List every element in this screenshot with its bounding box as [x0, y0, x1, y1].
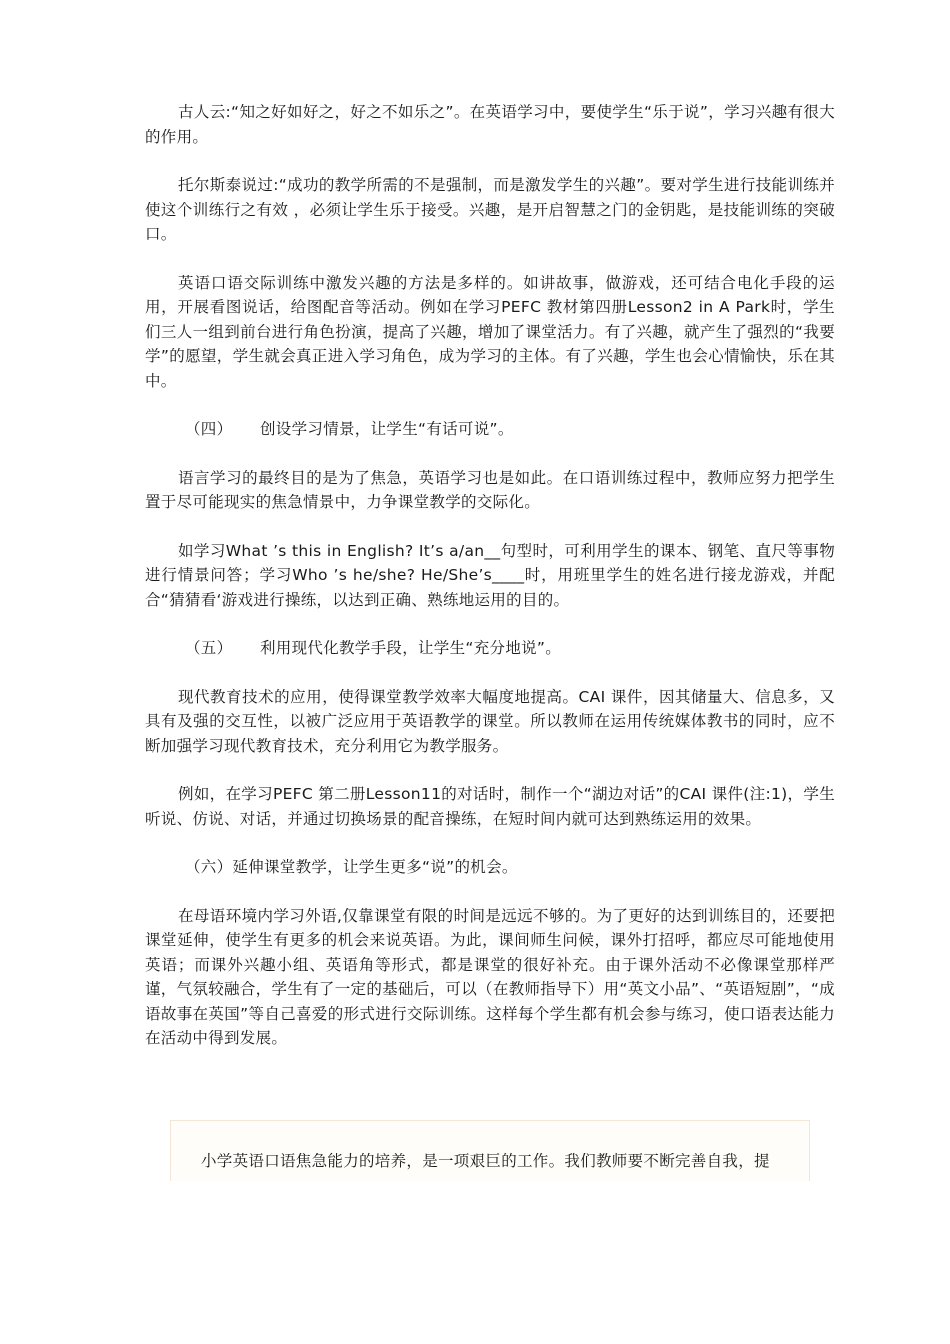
paragraph-interest-methods: 英语口语交际训练中激发兴趣的方法是多样的。如讲故事，做游戏，还可结合电化手段的运用，开展看图说话，给图配音等活动。例如在学习PEFC 教材第四册Lesson2 in A Park时，学生们三人一组到前台进行角色扮演，提高了兴趣，增加了课堂活力。有了兴趣，就产生了强烈的“我要学”的愿望，学生就会真正进入学习角色，成为学习的主体。有了兴趣，学生也会心情愉快，乐在其中。 [145, 273, 835, 390]
section-title: 创设学习情景，让学生“有话可说”。 [260, 420, 514, 438]
section-heading-5 [145, 636, 835, 661]
section-title: 延伸课堂教学，让学生更多“说”的机会。 [232, 858, 518, 876]
section-heading-4 [145, 417, 835, 442]
paragraph-tolstoy: 托尔斯泰说过:“成功的教学所需的不是强制，而是激发学生的兴趣”。要对学生进行技能训练并使这个训练行之有效 ，必须让学生乐于接受。兴趣，是开启智慧之门的金钥匙，是技能训练的突破口。 [145, 176, 835, 243]
paragraph-interest-quote: 古人云:“知之好如好之，好之不如乐之”。在英语学习中，要使学生“乐于说”，学习兴趣有很大的作用。 [145, 103, 835, 146]
section-number: （六） [185, 858, 233, 876]
boxed-paragraph: 小学英语口语焦急能力的培养，是一项艰巨的工作。我们教师要不断完善自我，提 [201, 1152, 770, 1170]
paragraph-situation: 语言学习的最终目的是为了焦急，英语学习也是如此。在口语训练过程中，教师应努力把学生置于尽可能现实的焦急情景中，力争课堂教学的交际化。 [145, 468, 835, 511]
boxed-paragraph-container [170, 1120, 810, 1181]
paragraph-sentence-patterns: 如学习What ’s this in English? It’s a/an__句型时，可利用学生的课本、钢笔、直尺等事物进行情景问答；学习Who ’s he/she? He/She’s____时，用班里学生的姓名进行接龙游戏，并配合“猜猜看‘游戏进行操练，以达到正确、熟练地运用的目的。 [145, 541, 835, 609]
section-title: 利用现代化教学手段，让学生“充分地说”。 [260, 639, 562, 657]
section-number: （四） [185, 420, 233, 438]
section-number: （五） [185, 639, 233, 657]
document-body [145, 100, 835, 1075]
paragraph-extend-classroom: 在母语环境内学习外语,仅靠课堂有限的时间是远远不够的。为了更好的达到训练目的，还要把课堂延伸，使学生有更多的机会来说英语。为此，课间师生问候，课外打招呼，都应尽可能地使用英语；而课外兴趣小组、英语角等形式，都是课堂的很好补充。由于课外活动不必像课堂那样严谨，气氛较融合，学生有了一定的基础后，可以（在教师指导下）用“英文小品”、“英语短剧”，“成语故事在英国”等自己喜爱的形式进行交际训练。这样每个学生都有机会参与练习，使口语表达能力在活动中得到发展。 [145, 906, 835, 1047]
section-heading-6 [145, 855, 835, 880]
paragraph-cai-example: 例如，在学习PEFC 第二册Lesson11的对话时，制作一个“湖边对话”的CAI 课件(注:1)，学生听说、仿说、对话，并通过切换场景的配音操练，在短时间内就可达到熟练运用的效果。 [145, 785, 835, 828]
paragraph-modern-tech: 现代教育技术的应用，使得课堂教学效率大幅度地提高。CAI 课件，因其储量大、信息多，又具有及强的交互性，以被广泛应用于英语教学的课堂。所以教师在运用传统媒体教书的同时，应不断加强学习现代教育技术，充分利用它为教学服务。 [145, 687, 835, 755]
